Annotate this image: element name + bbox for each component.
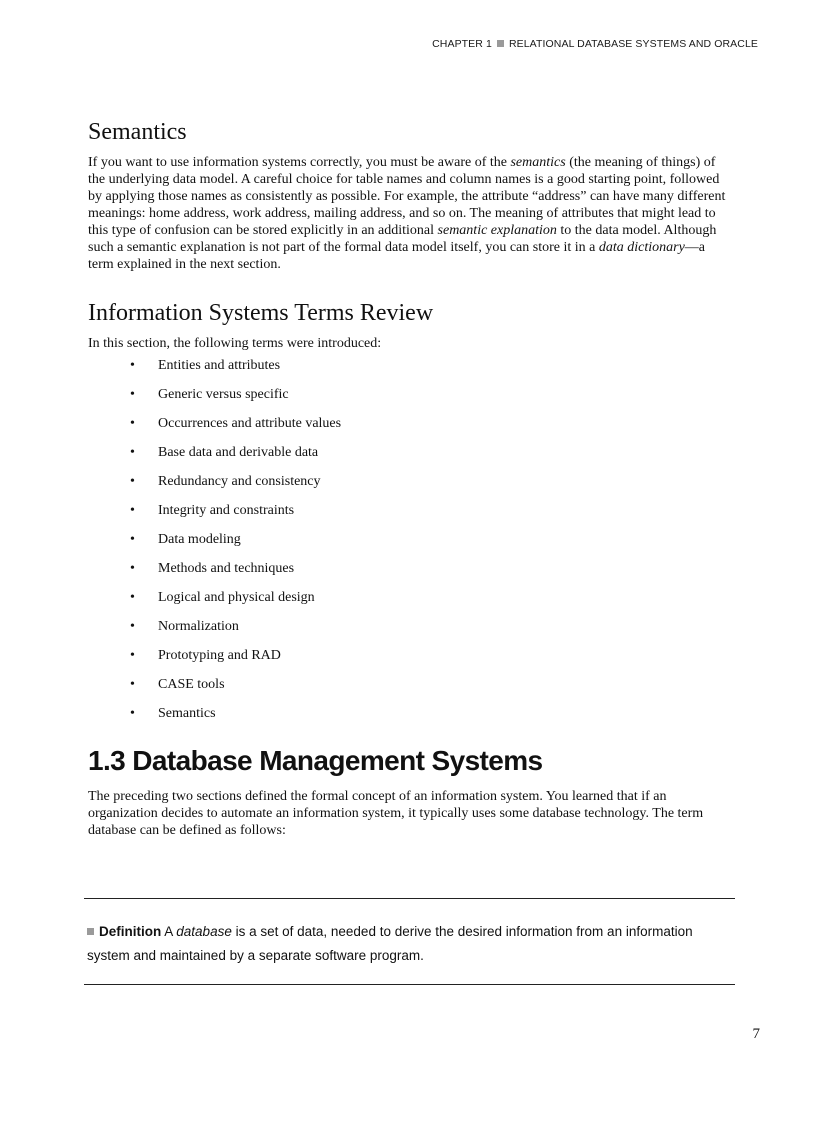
- square-bullet-icon: [497, 40, 504, 47]
- bullet-icon: •: [130, 502, 135, 518]
- term-label: CASE tools: [158, 676, 225, 692]
- bullet-icon: •: [130, 357, 135, 373]
- term-label: Prototyping and RAD: [158, 647, 281, 663]
- bullet-icon: •: [130, 676, 135, 692]
- bullet-icon: •: [130, 386, 135, 402]
- semantics-text-3: to the data model. Although such a semantic explanation is not part of the formal data model itself, you can store it in a: [88, 222, 717, 255]
- definition-box: [84, 898, 735, 985]
- list-item: [130, 444, 733, 473]
- bullet-icon: •: [130, 705, 135, 721]
- terms-list: [88, 357, 733, 734]
- dbms-paragraph: The preceding two sections defined the formal concept of an information system. You learned that if an organization decides to automate an information system, it typically uses some database technology. The term database can be defined as follows:: [88, 789, 704, 839]
- square-bullet-icon: [87, 928, 94, 935]
- list-item: [130, 618, 733, 647]
- terms-review-heading: Information Systems Terms Review: [88, 299, 434, 326]
- bullet-icon: •: [130, 415, 135, 431]
- term-label: Redundancy and consistency: [158, 473, 321, 489]
- term-label: Entities and attributes: [158, 357, 281, 373]
- semantics-text-4: —a term explained in the next section.: [88, 239, 706, 272]
- page-number: 7: [752, 1026, 760, 1042]
- bullet-icon: •: [130, 473, 135, 489]
- list-item: [130, 473, 733, 502]
- term-label: Methods and techniques: [158, 560, 295, 576]
- list-item: [130, 676, 733, 705]
- list-item: [130, 531, 733, 560]
- term-label: Semantics: [158, 705, 216, 721]
- dbms-heading: 1.3 Database Management Systems: [88, 744, 543, 776]
- term-label: Occurrences and attribute values: [158, 415, 342, 431]
- term-label: Normalization: [158, 618, 239, 634]
- running-head: [432, 38, 758, 50]
- bullet-icon: •: [130, 444, 135, 460]
- chapter-label: CHAPTER 1: [432, 38, 492, 50]
- list-item: [130, 705, 733, 734]
- bullet-icon: •: [130, 531, 135, 547]
- bullet-icon: •: [130, 560, 135, 576]
- terms-intro: In this section, the following terms were introduced:: [88, 335, 382, 351]
- list-item: [130, 502, 733, 531]
- list-item: [130, 560, 733, 589]
- list-item: [130, 647, 733, 676]
- page-content: [88, 118, 733, 839]
- chapter-title: RELATIONAL DATABASE SYSTEMS AND ORACLE: [508, 38, 758, 50]
- semantics-heading: Semantics: [88, 119, 187, 145]
- list-item: [130, 386, 733, 415]
- term-label: Base data and derivable data: [158, 444, 319, 460]
- semantics-term: semantics: [510, 154, 566, 170]
- definition-term: database: [176, 924, 232, 939]
- definition-pre: A: [161, 924, 177, 939]
- list-item: [130, 415, 733, 444]
- list-item: [130, 357, 733, 386]
- term-label: Integrity and constraints: [158, 502, 295, 518]
- semantics-text-2: (the meaning of things) of the underlying data model. A careful choice for table names and column names is a good starting point, followed by applying those names as consistently as possible. For example, the attribute “address” can have many different meanings: home address, work address, mailing address, and so on. The meaning of attributes that might lead to this type of confusion can be stored explicitly in an additional: [88, 154, 726, 238]
- semantics-paragraph: [88, 154, 733, 273]
- definition-text: is a set of data, needed to derive the desired information from an information system and maintained by a separate software program.: [87, 924, 693, 963]
- bullet-icon: •: [130, 647, 135, 663]
- term-label: Generic versus specific: [158, 386, 289, 402]
- semantic-explanation-term: semantic explanation: [437, 222, 557, 238]
- definition-label: Definition: [99, 924, 162, 939]
- term-label: Logical and physical design: [158, 589, 315, 605]
- bullet-icon: •: [130, 589, 135, 605]
- list-item: [130, 589, 733, 618]
- term-label: Data modeling: [158, 531, 241, 547]
- data-dictionary-term: data dictionary: [598, 239, 685, 255]
- bullet-icon: •: [130, 618, 135, 634]
- semantics-text-1: If you want to use information systems correctly, you must be aware of the: [88, 154, 511, 170]
